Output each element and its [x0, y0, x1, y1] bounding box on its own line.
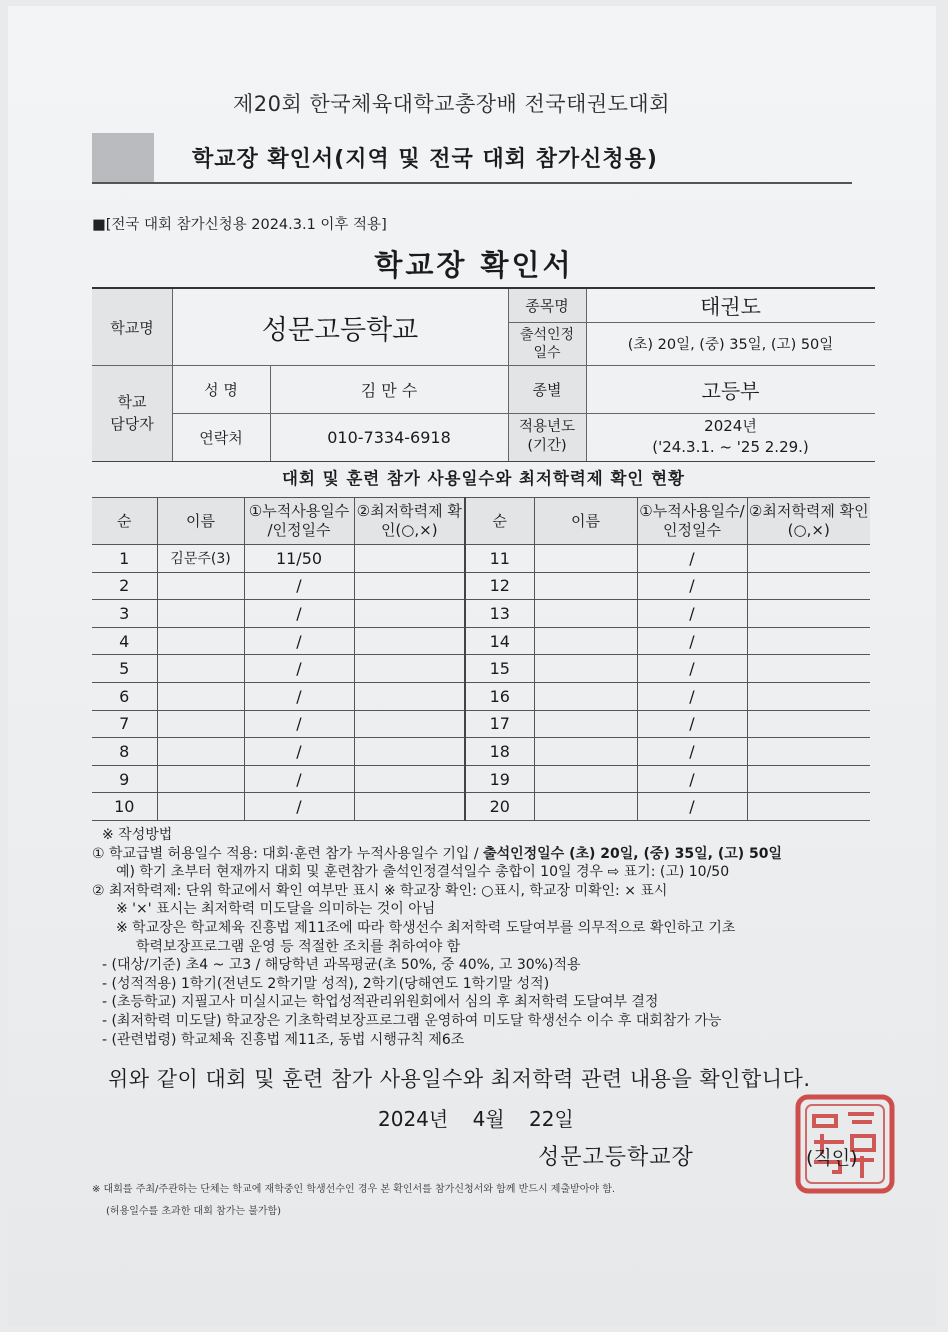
header-rule: [92, 182, 852, 184]
contact-value: 010-7334-6918: [327, 427, 451, 447]
staff-label: 학교 담당자: [92, 365, 172, 461]
roster-cell-academic: [354, 765, 465, 793]
grid-line: [586, 289, 587, 461]
note-1-bold: 출석인정일수 (초) 20일, (중) 35일, (고) 50일: [483, 845, 783, 862]
roster-cell-no2: 11: [465, 545, 534, 573]
roster-cell-academic: [354, 710, 465, 738]
roster-title: 대회 및 훈련 참가 사용일수와 최저학력제 확인 현황: [282, 469, 685, 488]
application-notice: ■[전국 대회 참가신청용 2024.3.1 이후 적용]: [92, 217, 387, 233]
roster-cell-days2: /: [637, 655, 747, 683]
grid-line: [172, 289, 173, 461]
roster-cell-name: [157, 655, 244, 683]
roster-cell-no2: 19: [465, 765, 534, 793]
roster-cell-academic2: [747, 765, 870, 793]
roster-cell-no: 5: [92, 655, 157, 683]
col-days: ①누적사용일수 /인정일수: [244, 498, 354, 545]
year-label: 적용년도 (기간): [508, 413, 586, 461]
roster-cell-no2: 14: [465, 627, 534, 655]
roster-cell-name2: [534, 600, 637, 628]
grid-line: [92, 365, 875, 366]
roster-cell-no2: 20: [465, 793, 534, 821]
roster-cell-days2: /: [637, 572, 747, 600]
roster-cell-academic2: [747, 738, 870, 766]
roster-cell-days: 11/50: [244, 545, 354, 573]
roster-cell-academic: [354, 682, 465, 710]
roster-cell-academic2: [747, 572, 870, 600]
school-name-value: 성문고등학교: [261, 314, 419, 346]
writing-instructions: [92, 826, 882, 1049]
col-no-2: 순: [465, 498, 534, 545]
roster-cell-name: [157, 572, 244, 600]
roster-cell-no2: 18: [465, 738, 534, 766]
notes-heading: ※ 작성방법: [102, 827, 173, 843]
roster-cell-name: [157, 600, 244, 628]
roster-cell-academic: [354, 627, 465, 655]
roster-cell-days2: /: [637, 765, 747, 793]
roster-cell-days: /: [244, 765, 354, 793]
school-name-label: 학교명: [92, 289, 172, 365]
roster-cell-no: 8: [92, 738, 157, 766]
roster-cell-academic2: [747, 600, 870, 628]
col-no: 순: [92, 498, 157, 545]
roster-cell-days: /: [244, 627, 354, 655]
roster-cell-no: 4: [92, 627, 157, 655]
page-title: 학교장 확인서: [374, 248, 574, 282]
roster-cell-no2: 12: [465, 572, 534, 600]
roster-cell-days: /: [244, 793, 354, 821]
roster-cell-days: /: [244, 710, 354, 738]
table-row: [92, 765, 870, 793]
roster-cell-name2: [534, 655, 637, 683]
roster-cell-name2: [534, 545, 637, 573]
roster-cell-academic: [354, 738, 465, 766]
issue-date: 2024년 4월 22일: [378, 1107, 574, 1131]
roster-cell-no2: 15: [465, 655, 534, 683]
roster-cell-no2: 16: [465, 682, 534, 710]
roster-cell-academic2: [747, 682, 870, 710]
roster-cell-academic2: [747, 627, 870, 655]
contact-label: 연락처: [199, 428, 243, 447]
roster-cell-days: /: [244, 682, 354, 710]
footnote-submission: ※ 대회를 주최/주관하는 단체는 학교에 재학중인 학생선수인 경우 본 확인서를 참가신청서와 함께 반드시 제출받아야 함.: [92, 1184, 616, 1195]
staff-name-value: 김 만 수: [360, 380, 418, 400]
event-value: 태권도: [700, 294, 761, 319]
roster-cell-days2: /: [637, 682, 747, 710]
roster-cell-academic: [354, 545, 465, 573]
roster-cell-days2: /: [637, 710, 747, 738]
roster-cell-no: 3: [92, 600, 157, 628]
seal-label: (직인): [806, 1147, 858, 1169]
roster-cell-name2: [534, 572, 637, 600]
roster-cell-name2: [534, 710, 637, 738]
roster-cell-days2: /: [637, 793, 747, 821]
roster-cell-name: [157, 627, 244, 655]
table-row: [92, 600, 870, 628]
roster-cell-name: 김문주(3): [157, 545, 244, 573]
note-1-text: ① 학교급별 허용일수 적용: 대회·훈련 참가 누적사용일수 기입 /: [92, 845, 484, 862]
note-2: ② 최저학력제: 단위 학교에서 확인 여부만 표시 ※ 학교장 확인: ○표시, 학교장 미확인: × 표시: [92, 882, 668, 899]
col-name-2: 이름: [534, 498, 637, 545]
roster-cell-days2: /: [637, 738, 747, 766]
roster-cell-name: [157, 793, 244, 821]
roster-cell-name: [157, 682, 244, 710]
roster-cell-no: 9: [92, 765, 157, 793]
roster-cell-name2: [534, 793, 637, 821]
detail-5: - (관련법령) 학교체육 진흥법 제11조, 동법 시행규칙 제6조: [102, 1031, 465, 1048]
roster-cell-days: /: [244, 655, 354, 683]
school-info-table: [92, 287, 875, 462]
roster-cell-academic: [354, 572, 465, 600]
note-1: [92, 845, 882, 864]
table-row: [92, 738, 870, 766]
attendance-value: (초) 20일, (중) 35일, (고) 50일: [627, 337, 834, 353]
competition-title: 제20회 한국체육대학교총장배 전국태권도대회: [233, 92, 671, 116]
principal-signature: 성문고등학교장: [538, 1145, 694, 1170]
confirmation-statement: 위와 같이 대회 및 훈련 참가 사용일수와 최저학력 관련 내용을 확인합니다.: [108, 1067, 811, 1091]
col-academic-2: ②최저학력제 확인(○,×): [747, 498, 870, 545]
roster-cell-name: [157, 710, 244, 738]
roster-cell-no2: 17: [465, 710, 534, 738]
roster-cell-academic2: [747, 710, 870, 738]
footnote-limit: (허용일수를 초과한 대회 참가는 불가함): [106, 1206, 282, 1217]
note-4b: 학력보장프로그램 운영 등 적절한 조치를 취하여야 함: [136, 938, 461, 955]
detail-4: - (최저학력 미도달) 학교장은 기초학력보장프로그램 운영하여 미도달 학생선수 이수 후 대회참가 가능: [102, 1012, 722, 1029]
note-3: ※ '×' 표시는 최저학력 미도달을 의미하는 것이 아님: [116, 901, 436, 918]
detail-1: - (대상/기준) 초4 ~ 고3 / 해당학년 과목평균(초 50%, 중 40%, 고 30%)적용: [102, 957, 581, 974]
roster-cell-name: [157, 738, 244, 766]
roster-cell-name: [157, 765, 244, 793]
table-row: [92, 655, 870, 683]
col-name: 이름: [157, 498, 244, 545]
table-row: [92, 545, 870, 573]
table-row: [92, 572, 870, 600]
table-row: [92, 710, 870, 738]
grid-line: [508, 289, 509, 461]
roster-cell-days: /: [244, 738, 354, 766]
roster-cell-academic: [354, 793, 465, 821]
document-subtitle: 학교장 확인서(지역 및 전국 대회 참가신청용): [192, 147, 658, 172]
roster-cell-days2: /: [637, 545, 747, 573]
table-row: [92, 682, 870, 710]
roster-cell-name2: [534, 738, 637, 766]
roster-cell-days2: /: [637, 600, 747, 628]
roster-cell-no: 2: [92, 572, 157, 600]
roster-cell-name2: [534, 765, 637, 793]
table-row: [92, 793, 870, 821]
detail-3: - (초등학교) 지필고사 미실시교는 학업성적관리위원회에서 심의 후 최저학력 도달여부 결정: [102, 994, 659, 1011]
roster-cell-days: /: [244, 572, 354, 600]
roster-cell-no: 1: [92, 545, 157, 573]
roster-cell-days2: /: [637, 627, 747, 655]
division-label: 종별: [508, 365, 586, 413]
roster-cell-days: /: [244, 600, 354, 628]
roster-cell-no: 10: [92, 793, 157, 821]
grid-line: [172, 413, 875, 414]
event-label: 종목명: [508, 289, 586, 322]
table-row: [92, 627, 870, 655]
year-value: 2024년: [704, 417, 757, 435]
roster-table: [92, 497, 870, 821]
col-days-2: ①누적사용일수/ 인정일수: [637, 498, 747, 545]
roster-header-row: [92, 498, 870, 545]
roster-cell-academic: [354, 600, 465, 628]
roster-cell-no: 6: [92, 682, 157, 710]
note-1-example: 예) 학기 초부터 현재까지 대회 및 훈련참가 출석인정결석일수 총합이 10일 경우 ⇨ 표기: (고) 10/50: [116, 864, 730, 881]
grid-line: [508, 322, 875, 323]
col-academic: ②최저학력제 확인(○,×): [354, 498, 465, 545]
roster-cell-name2: [534, 627, 637, 655]
division-value: 고등부: [701, 378, 760, 403]
name-label: 성 명: [204, 380, 238, 399]
header-gray-block: [92, 133, 154, 183]
roster-cell-academic: [354, 655, 465, 683]
roster-cell-no2: 13: [465, 600, 534, 628]
period-value: ('24.3.1. ~ '25 2.29.): [652, 438, 809, 456]
roster-cell-academic2: [747, 545, 870, 573]
detail-2: - (성적적용) 1학기(전년도 2학기말 성적), 2학기(당해연도 1학기말 성적): [102, 975, 550, 992]
attendance-label: 출석인정 일수: [508, 322, 586, 365]
roster-cell-no: 7: [92, 710, 157, 738]
roster-cell-academic2: [747, 793, 870, 821]
year-cell: [586, 413, 875, 461]
roster-cell-name2: [534, 682, 637, 710]
note-4a: ※ 학교장은 학교체육 진흥법 제11조에 따라 학생선수 최저학력 도달여부를 의무적으로 확인하고 기초: [116, 919, 736, 936]
roster-cell-academic2: [747, 655, 870, 683]
